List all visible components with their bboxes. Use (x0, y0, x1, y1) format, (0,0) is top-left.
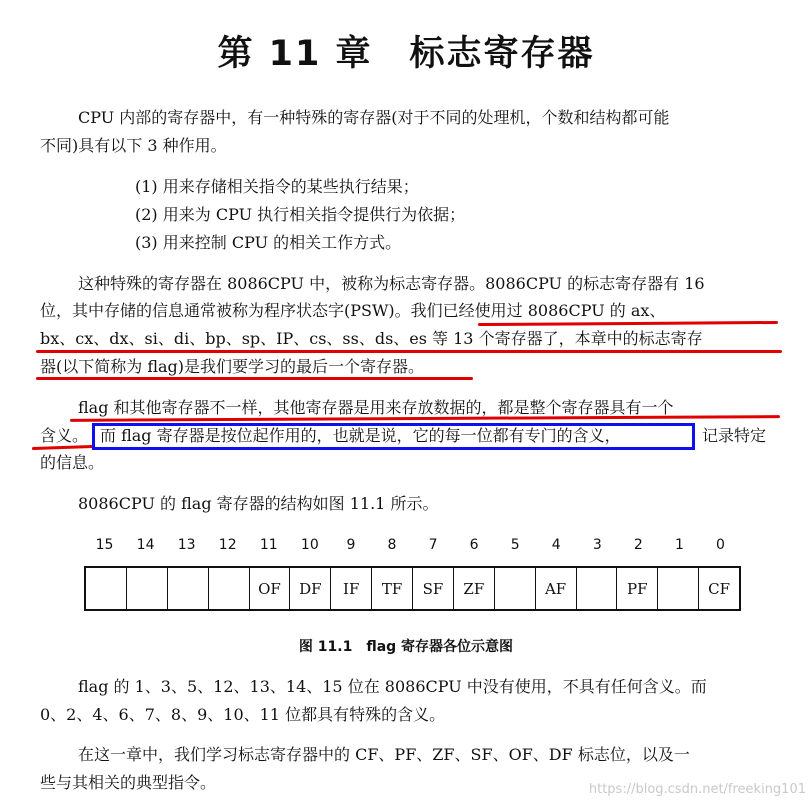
bit-number: 11 (259, 537, 278, 553)
bit-number: 6 (469, 537, 479, 553)
intro-line-2: 不同)具有以下 3 种作用。 (40, 136, 227, 155)
intro-line-1: CPU 内部的寄存器中，有一种特殊的寄存器(对于不同的处理机，个数和结构都可能 (78, 108, 670, 127)
red-underline (36, 350, 782, 353)
red-underline (478, 321, 778, 326)
bit-number: 9 (346, 537, 356, 553)
bit-number: 15 (95, 537, 114, 553)
bit-number: 0 (716, 537, 725, 553)
flag-cell-unused (495, 568, 536, 609)
bit-number: 13 (177, 537, 196, 553)
para3-line-3: 的信息。 (40, 453, 105, 472)
flag-cell-pf: PF (617, 568, 658, 609)
bit-number: 14 (136, 537, 155, 553)
chapter-title: 第 11 章 标志寄存器 (217, 34, 595, 74)
bit-number: 12 (218, 537, 237, 553)
red-underline (36, 377, 473, 380)
para2-line-2: 位，其中存储的信息通常被称为程序状态字(PSW)。我们已经使用过 8086CPU 的 ax、 (40, 301, 666, 320)
flag-cell-af: AF (536, 568, 577, 609)
para2-line-1: 这种特殊的寄存器在 8086CPU 中，被称为标志寄存器。8086CPU 的标志寄存器有 16 (78, 274, 705, 293)
bit-number: 2 (633, 537, 643, 553)
flag-cell-unused (658, 568, 699, 609)
para2-line-4: 器(以下简称为 flag)是我们要学习的最后一个寄存器。 (40, 357, 425, 376)
para3-line-2b: 而 flag 寄存器是按位起作用的，也就是说，它的每一位都有专门的含义， (100, 426, 621, 445)
flag-cell-sf: SF (413, 568, 454, 609)
figure-caption: 图 11.1 flag 寄存器各位示意图 (298, 639, 514, 655)
flag-cell-tf: TF (372, 568, 413, 609)
bit-number: 7 (428, 537, 438, 553)
bit-number: 3 (592, 537, 602, 553)
flag-cell-unused (209, 568, 250, 609)
para4: 8086CPU 的 flag 寄存器的结构如图 11.1 所示。 (78, 494, 439, 513)
flag-cell-if: IF (331, 568, 372, 609)
list-item: (3) 用来控制 CPU 的相关工作方式。 (135, 233, 402, 252)
para3-line-1: flag 和其他寄存器不一样，其他寄存器是用来存放数据的，都是整个寄存器具有一个 (78, 398, 674, 417)
bit-number: 4 (551, 537, 561, 553)
para3-line-2c: 记录特定 (702, 426, 767, 445)
bit-number: 1 (674, 537, 684, 553)
flag-cell-df: DF (290, 568, 331, 609)
watermark: https://blog.csdn.net/freeking101 (588, 782, 806, 797)
para5-line-2: 0、2、4、6、7、8、9、10、11 位都具有特殊的含义。 (40, 705, 446, 724)
para6-line-1: 在这一章中，我们学习标志寄存器中的 CF、PF、ZF、SF、OF、DF 标志位，以及一 (78, 745, 690, 764)
flag-cell-unused (127, 568, 168, 609)
flag-cell-unused (86, 568, 127, 609)
bit-number: 10 (300, 537, 319, 553)
list-item: (1) 用来存储相关指令的某些执行结果； (135, 177, 419, 196)
flag-cell-unused (577, 568, 618, 609)
flag-register-diagram (84, 566, 741, 611)
bit-number: 5 (510, 537, 520, 553)
para2-line-3: bx、cx、dx、si、di、bp、sp、IP、cs、ss、ds、es 等 13 个寄存器了，本章中的标志寄存 (40, 329, 703, 348)
para3-line-2a: 含义。 (40, 426, 89, 445)
flag-cell-cf: CF (708, 579, 730, 598)
bit-number: 8 (387, 537, 397, 553)
para5-line-1: flag 的 1、3、5、12、13、14、15 位在 8086CPU 中没有使用，不具有任何含义。而 (78, 677, 707, 696)
flag-cell-unused (168, 568, 209, 609)
flag-cell-zf: ZF (454, 568, 495, 609)
flag-cell-of: OF (250, 568, 291, 609)
list-item: (2) 用来为 CPU 执行相关指令提供行为依据； (135, 205, 466, 224)
blue-highlight-box (92, 423, 695, 450)
para6-line-2: 些与其相关的典型指令。 (40, 773, 217, 792)
